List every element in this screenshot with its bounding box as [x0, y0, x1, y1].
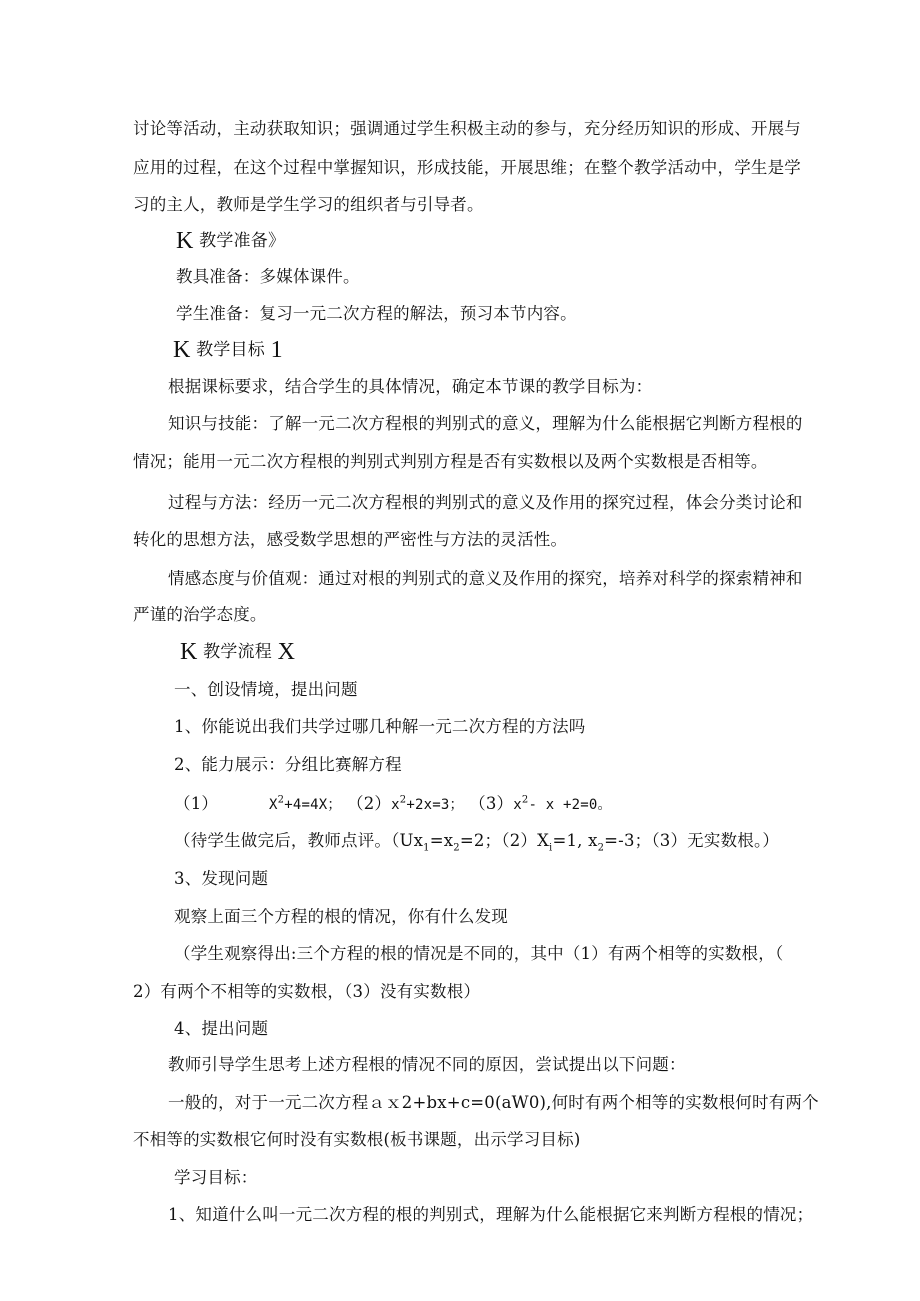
flow-question-2: 2、能力展示：分组比赛解方程: [174, 755, 402, 774]
goals-process-1: 过程与方法：经历一元二次方程根的判别式的意义及作用的探究过程，体会分类讨论和: [168, 493, 803, 512]
flow-question-3: 3、发现问题: [174, 869, 269, 888]
equation-2-var: x: [391, 797, 400, 813]
answers-mid-1: =x: [429, 831, 454, 850]
goals-attitude-2: 严谨的治学态度。: [133, 605, 267, 624]
equation-3-exp: 2: [521, 794, 529, 806]
goals-marker: K: [173, 337, 191, 363]
goals-intro: 根据课标要求，结合学生的具体情况，确定本节课的教学目标为：: [168, 377, 653, 396]
flow-section-1: 一、创设情境，提出问题: [174, 680, 358, 699]
equation-3-var: x: [513, 797, 522, 813]
answers-sub-1: 1: [423, 842, 430, 854]
prep-title: 教学准备》: [199, 231, 286, 251]
equation-1-exp: 2: [277, 794, 285, 806]
flow-suffix: X: [277, 639, 296, 665]
equation-line: [174, 792, 612, 817]
flow-title: 教学流程: [203, 642, 272, 662]
student-observation-1: （学生观察得出:三个方程的根的情况是不同的，其中（1）有两个相等的实数根，（: [174, 944, 784, 963]
equation-1-number: （1）: [174, 794, 219, 813]
goals-title: 教学目标: [196, 340, 265, 360]
goals-suffix: 1: [270, 337, 283, 363]
flow-question-1: 1、你能说出我们共学过哪几种解一元二次方程的方法吗: [174, 717, 586, 736]
answers-mid-3: =1, x: [552, 831, 598, 850]
goals-attitude-1: 情感态度与价值观：通过对根的判别式的意义及作用的探究，培养对科学的探索精神和: [168, 569, 803, 588]
observe-line: 观察上面三个方程的根的情况，你有什么发现: [174, 907, 508, 926]
equation-3-rest: - x +2=0。: [528, 797, 612, 813]
prep-heading: [176, 229, 285, 253]
flow-heading: [180, 640, 295, 664]
flow-question-4: 4、提出问题: [174, 1019, 269, 1038]
general-line-2: 不相等的实数根它何时没有实数根(板书课题，出示学习目标): [133, 1130, 581, 1149]
equation-2-exp: 2: [399, 794, 407, 806]
equation-3-number: （3）: [469, 794, 514, 813]
answers-post: =-3；（3）无实数根。）: [604, 831, 780, 850]
equation-1-var: X: [269, 797, 278, 813]
equation-2-number: （2）: [347, 794, 392, 813]
answers-sub-3: i: [549, 842, 553, 854]
equation-2-rest: +2x=3；: [406, 797, 464, 813]
answers-mid-2: =2；（2）X: [459, 831, 550, 850]
answers-pre: （待学生做完后，教师点评。（Ux: [174, 831, 424, 850]
general-line-1: 一般的，对于一元二次方程ａｘ2+bx+c=0(aW0),何时有两个相等的实数根何时有两个: [168, 1093, 819, 1112]
guide-line: 教师引导学生思考上述方程根的情况不同的原因，尝试提出以下问题：: [168, 1055, 686, 1074]
goals-process-2: 转化的思想方法，感受数学思想的严密性与方法的灵活性。: [133, 530, 568, 549]
prep-students: 学生准备：复习一元二次方程的解法，预习本节内容。: [176, 304, 577, 323]
prep-marker: K: [176, 228, 194, 254]
student-observation-2: 2）有两个不相等的实数根，（3）没有实数根）: [133, 982, 481, 1001]
answers-sub-4: 2: [597, 842, 605, 854]
study-goals-label: 学习目标：: [174, 1168, 258, 1187]
intro-line-3: 习的主人，教师是学生学习的组织者与引导者。: [133, 195, 484, 214]
equation-1-rest: +4=4X；: [284, 797, 342, 813]
goals-knowledge-2: 情况；能用一元二次方程根的判别式判别方程是否有实数根以及两个实数根是否相等。: [133, 452, 768, 471]
goals-heading: [173, 338, 283, 362]
answers-line: [174, 829, 779, 853]
goals-knowledge-1: 知识与技能：了解一元二次方程根的判别式的意义，理解为什么能根据它判断方程根的: [168, 414, 803, 433]
study-goal-1: 1、知道什么叫一元二次方程的根的判别式，理解为什么能根据它来判断方程根的情况；: [168, 1205, 814, 1224]
intro-line-2: 应用的过程，在这个过程中掌握知识，形成技能，开展思维；在整个教学活动中，学生是学: [133, 158, 801, 177]
answers-sub-2: 2: [453, 842, 460, 854]
flow-marker: K: [180, 639, 198, 665]
prep-tools: 教具准备：多媒体课件。: [176, 267, 360, 286]
intro-line-1: 讨论等活动，主动获取知识；强调通过学生积极主动的参与，充分经历知识的形成、开展与: [133, 119, 801, 138]
